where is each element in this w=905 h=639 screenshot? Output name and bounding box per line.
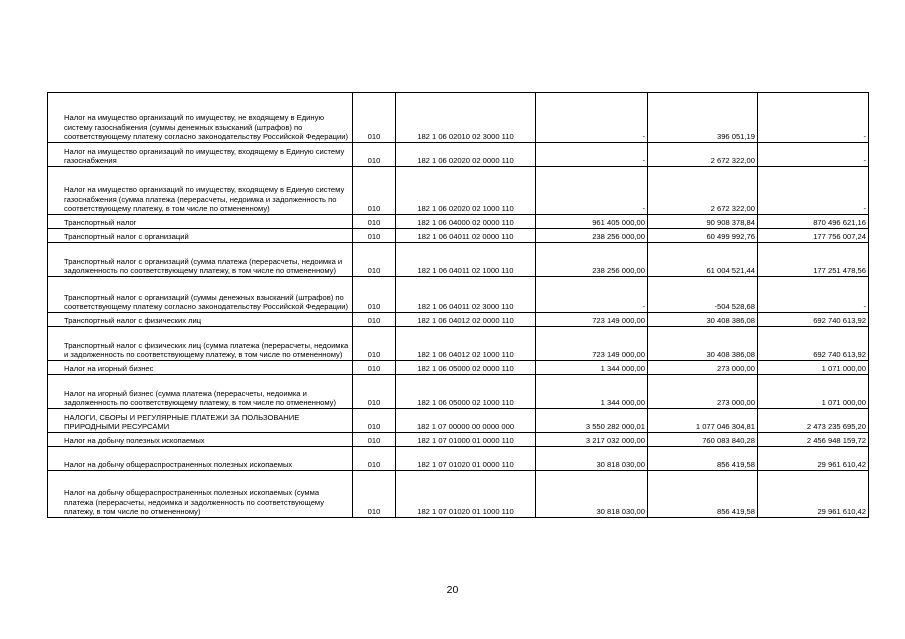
row-budget-code-cell: 182 1 06 04012 02 1000 110 — [396, 327, 536, 361]
table-row — [48, 277, 869, 313]
row-approved-amount-cell: 1 344 000,00 — [536, 361, 648, 375]
row-executed-amount-cell: 1 077 046 304,81 — [648, 409, 758, 433]
row-unexecuted-amount-cell: 1 071 000,00 — [758, 375, 869, 409]
row-budget-code-cell: 182 1 07 01020 01 1000 110 — [396, 471, 536, 518]
page-number: 20 — [446, 584, 459, 596]
table-row — [48, 313, 869, 327]
table-row — [48, 433, 869, 447]
row-name-cell: Транспортный налог с организаций (суммы денежных взысканий (штрафов) по соответствующему платежу согласно законодательству Российской Федерации) — [48, 277, 353, 313]
row-approved-amount-cell: - — [536, 93, 648, 143]
row-budget-code-cell: 182 1 06 04000 02 0000 110 — [396, 215, 536, 229]
row-name-cell: Налог на имущество организаций по имуществу, входящему в Единую систему газоснабжения (сумма платежа (перерасчеты, недоимка и задолженность по соответствующему платежу, в том числе по отмененному) — [48, 167, 353, 215]
row-executed-amount-cell: 856 419,58 — [648, 471, 758, 518]
row-executed-amount-cell: 60 499 992,76 — [648, 229, 758, 243]
row-name-cell: Налог на добычу полезных ископаемых — [48, 433, 353, 447]
table-row — [48, 361, 869, 375]
table-row — [48, 215, 869, 229]
row-name-cell: Налог на игорный бизнес — [48, 361, 353, 375]
row-budget-code-cell: 182 1 06 05000 02 0000 110 — [396, 361, 536, 375]
row-name-cell: Транспортный налог — [48, 215, 353, 229]
row-name-cell: Транспортный налог с физических лиц — [48, 313, 353, 327]
row-budget-code-cell: 182 1 06 04012 02 0000 110 — [396, 313, 536, 327]
row-line-code-cell: 010 — [353, 243, 396, 277]
row-line-code-cell: 010 — [353, 167, 396, 215]
row-unexecuted-amount-cell: 1 071 000,00 — [758, 361, 869, 375]
row-budget-code-cell: 182 1 06 04011 02 3000 110 — [396, 277, 536, 313]
row-unexecuted-amount-cell: 2 456 948 159,72 — [758, 433, 869, 447]
row-unexecuted-amount-cell: 29 961 610,42 — [758, 447, 869, 471]
row-executed-amount-cell: 30 408 386,08 — [648, 327, 758, 361]
row-approved-amount-cell: 30 818 030,00 — [536, 447, 648, 471]
row-name-cell: Транспортный налог с организаций — [48, 229, 353, 243]
row-approved-amount-cell: 238 256 000,00 — [536, 243, 648, 277]
row-budget-code-cell: 182 1 07 01000 01 0000 110 — [396, 433, 536, 447]
row-line-code-cell: 010 — [353, 313, 396, 327]
row-executed-amount-cell: 30 408 386,08 — [648, 313, 758, 327]
row-line-code-cell: 010 — [353, 433, 396, 447]
row-budget-code-cell: 182 1 06 04011 02 0000 110 — [396, 229, 536, 243]
row-line-code-cell: 010 — [353, 327, 396, 361]
row-name-cell: Транспортный налог с физических лиц (сумма платежа (перерасчеты, недоимка и задолженность по соответствующему платежу, в том числе по отмененному) — [48, 327, 353, 361]
table-row — [48, 243, 869, 277]
row-unexecuted-amount-cell: - — [758, 277, 869, 313]
row-line-code-cell: 010 — [353, 471, 396, 518]
row-name-cell: Налог на добычу общераспространенных полезных ископаемых — [48, 447, 353, 471]
table-row — [48, 93, 869, 143]
row-executed-amount-cell: 90 908 378,84 — [648, 215, 758, 229]
table-row — [48, 447, 869, 471]
row-executed-amount-cell: 856 419,58 — [648, 447, 758, 471]
row-approved-amount-cell: 723 149 000,00 — [536, 313, 648, 327]
row-budget-code-cell: 182 1 07 01020 01 0000 110 — [396, 447, 536, 471]
row-unexecuted-amount-cell: 2 473 235 695,20 — [758, 409, 869, 433]
table-row — [48, 143, 869, 167]
row-budget-code-cell: 182 1 06 02010 02 3000 110 — [396, 93, 536, 143]
row-executed-amount-cell: -504 528,68 — [648, 277, 758, 313]
row-unexecuted-amount-cell: - — [758, 143, 869, 167]
row-line-code-cell: 010 — [353, 277, 396, 313]
table-row — [48, 471, 869, 518]
row-approved-amount-cell: 3 217 032 000,00 — [536, 433, 648, 447]
row-name-cell: НАЛОГИ, СБОРЫ И РЕГУЛЯРНЫЕ ПЛАТЕЖИ ЗА ПОЛЬЗОВАНИЕ ПРИРОДНЫМИ РЕСУРСАМИ — [48, 409, 353, 433]
row-approved-amount-cell: - — [536, 167, 648, 215]
row-executed-amount-cell: 61 004 521,44 — [648, 243, 758, 277]
row-line-code-cell: 010 — [353, 409, 396, 433]
row-budget-code-cell: 182 1 06 02020 02 0000 110 — [396, 143, 536, 167]
row-budget-code-cell: 182 1 07 00000 00 0000 000 — [396, 409, 536, 433]
row-line-code-cell: 010 — [353, 361, 396, 375]
row-unexecuted-amount-cell: - — [758, 93, 869, 143]
row-approved-amount-cell: 1 344 000,00 — [536, 375, 648, 409]
row-approved-amount-cell: 3 550 282 000,01 — [536, 409, 648, 433]
row-line-code-cell: 010 — [353, 93, 396, 143]
row-line-code-cell: 010 — [353, 229, 396, 243]
row-executed-amount-cell: 760 083 840,28 — [648, 433, 758, 447]
row-budget-code-cell: 182 1 06 05000 02 1000 110 — [396, 375, 536, 409]
row-line-code-cell: 010 — [353, 447, 396, 471]
table-row — [48, 229, 869, 243]
row-line-code-cell: 010 — [353, 375, 396, 409]
row-approved-amount-cell: - — [536, 277, 648, 313]
row-name-cell: Налог на добычу общераспространенных полезных ископаемых (сумма платежа (перерасчеты, недоимка и задолженность по соответствующему платежу, в том числе по отмененному) — [48, 471, 353, 518]
row-unexecuted-amount-cell: 692 740 613,92 — [758, 327, 869, 361]
row-executed-amount-cell: 2 672 322,00 — [648, 143, 758, 167]
row-line-code-cell: 010 — [353, 215, 396, 229]
revenue-table — [47, 92, 869, 518]
table-row — [48, 375, 869, 409]
row-approved-amount-cell: 238 256 000,00 — [536, 229, 648, 243]
row-name-cell: Налог на имущество организаций по имуществу, не входящему в Единую систему газоснабжения (суммы денежных взысканий (штрафов) по соответствующему платежу согласно законодательству Российской Федерации) — [48, 93, 353, 143]
row-budget-code-cell: 182 1 06 04011 02 1000 110 — [396, 243, 536, 277]
row-executed-amount-cell: 2 672 322,00 — [648, 167, 758, 215]
table-body — [48, 93, 869, 518]
row-name-cell: Налог на игорный бизнес (сумма платежа (перерасчеты, недоимка и задолженность по соответствующему платежу, в том числе по отмененному) — [48, 375, 353, 409]
row-unexecuted-amount-cell: 870 496 621,16 — [758, 215, 869, 229]
row-name-cell: Транспортный налог с организаций (сумма платежа (перерасчеты, недоимка и задолженность по соответствующему платежу, в том числе по отмененному) — [48, 243, 353, 277]
row-approved-amount-cell: 723 149 000,00 — [536, 327, 648, 361]
row-unexecuted-amount-cell: - — [758, 167, 869, 215]
row-name-cell: Налог на имущество организаций по имуществу, входящему в Единую систему газоснабжения — [48, 143, 353, 167]
row-unexecuted-amount-cell: 177 251 478,56 — [758, 243, 869, 277]
row-unexecuted-amount-cell: 692 740 613,92 — [758, 313, 869, 327]
row-unexecuted-amount-cell: 177 756 007,24 — [758, 229, 869, 243]
row-approved-amount-cell: - — [536, 143, 648, 167]
table-row — [48, 327, 869, 361]
row-approved-amount-cell: 30 818 030,00 — [536, 471, 648, 518]
row-executed-amount-cell: 273 000,00 — [648, 361, 758, 375]
table-row — [48, 167, 869, 215]
row-executed-amount-cell: 273 000,00 — [648, 375, 758, 409]
row-line-code-cell: 010 — [353, 143, 396, 167]
table-row — [48, 409, 869, 433]
row-executed-amount-cell: 396 051,19 — [648, 93, 758, 143]
row-approved-amount-cell: 961 405 000,00 — [536, 215, 648, 229]
row-unexecuted-amount-cell: 29 961 610,42 — [758, 471, 869, 518]
row-budget-code-cell: 182 1 06 02020 02 1000 110 — [396, 167, 536, 215]
